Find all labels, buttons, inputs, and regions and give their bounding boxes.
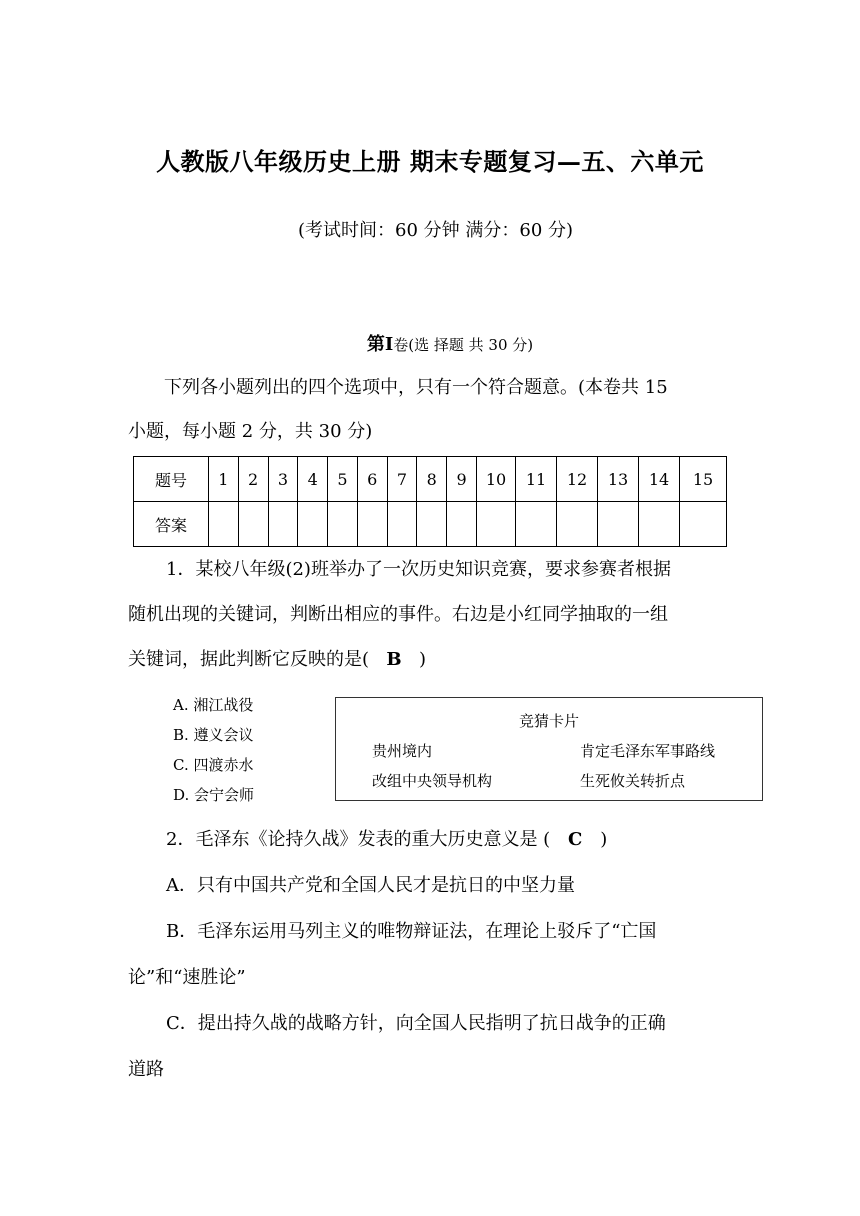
quiz-card-keyword: 改组中央领导机构	[372, 772, 493, 790]
q2-option-c-line-2: 道路	[128, 1059, 164, 1080]
q2-option-a: A．只有中国共产党和全国人民才是抗日的中坚力量	[166, 875, 575, 896]
q1-option-a: A. 湘江战役	[173, 696, 254, 714]
q1-option-b: B. 遵义会议	[173, 726, 254, 744]
q1-stem-text: 关键词，据此判断它反映的是(	[128, 649, 370, 670]
answer-cell[interactable]	[238, 502, 268, 547]
question-number-cell: 4	[298, 457, 328, 502]
q1-option-d: D. 会宁会师	[173, 786, 255, 804]
answer-cell[interactable]	[328, 502, 358, 547]
q1-stem-line-2: 随机出现的关键词，判断出相应的事件。右边是小红同学抽取的一组	[128, 604, 668, 625]
quiz-card-keyword: 贵州境内	[372, 742, 433, 760]
q1-close-paren: )	[419, 649, 427, 670]
answer-cell[interactable]	[477, 502, 516, 547]
answer-cell[interactable]	[298, 502, 328, 547]
answer-table	[133, 456, 727, 547]
quiz-card-keyword: 生死攸关转折点	[580, 772, 686, 790]
answer-cell[interactable]	[598, 502, 639, 547]
question-number-cell: 1	[209, 457, 239, 502]
question-number-cell: 7	[387, 457, 417, 502]
question-number-cell: 10	[477, 457, 516, 502]
question-number-cell: 11	[516, 457, 557, 502]
answer-cell[interactable]	[680, 502, 727, 547]
q2-option-c-line-1: C．提出持久战的战略方针，向全国人民指明了抗日战争的正确	[166, 1013, 666, 1034]
instruction-line-1: 下列各小题列出的四个选项中，只有一个符合题意。(本卷共 15	[164, 377, 668, 398]
answer-cell[interactable]	[417, 502, 447, 547]
answer-table-header-row	[134, 457, 727, 502]
answer-table-number-label: 题号	[134, 457, 209, 502]
quiz-card	[335, 697, 763, 801]
answer-cell[interactable]	[516, 502, 557, 547]
question-number-cell: 8	[417, 457, 447, 502]
q1-answer: B	[386, 649, 402, 670]
q1-options	[173, 690, 254, 810]
answer-cell[interactable]	[557, 502, 598, 547]
section-heading-main: 第Ⅰ	[366, 334, 394, 355]
answer-cell[interactable]	[357, 502, 387, 547]
section-heading-detail: 卷(选 择题 共 30 分)	[393, 336, 534, 354]
answer-cell[interactable]	[639, 502, 680, 547]
answer-cell[interactable]	[387, 502, 417, 547]
question-number-cell: 2	[238, 457, 268, 502]
q2-answer: C	[568, 829, 583, 850]
q2-option-b-line-1: B．毛泽东运用马列主义的唯物辩证法，在理论上驳斥了“亡国	[166, 921, 657, 942]
question-number-cell: 12	[557, 457, 598, 502]
question-number-cell: 14	[639, 457, 680, 502]
instruction-line-2: 小题，每小题 2 分，共 30 分)	[128, 421, 373, 442]
question-number-cell: 5	[328, 457, 358, 502]
quiz-card-title: 竞猜卡片	[518, 712, 579, 730]
answer-table-answer-label: 答案	[134, 502, 209, 547]
answer-cell[interactable]	[209, 502, 239, 547]
q2-close-paren: )	[600, 829, 608, 850]
question-number-cell: 9	[447, 457, 477, 502]
q2-stem-text: 2．毛泽东《论持久战》发表的重大历史意义是 (	[166, 829, 551, 850]
question-number-cell: 15	[680, 457, 727, 502]
q1-stem-line-1: 1．某校八年级(2)班举办了一次历史知识竞赛，要求参赛者根据	[166, 559, 671, 580]
q2-stem	[166, 818, 607, 862]
answer-cell[interactable]	[447, 502, 477, 547]
question-number-cell: 3	[268, 457, 298, 502]
question-number-cell: 6	[357, 457, 387, 502]
q2-option-b-line-2: 论”和“速胜论”	[128, 967, 246, 988]
quiz-card-keyword: 肯定毛泽东军事路线	[580, 742, 716, 760]
answer-cell[interactable]	[268, 502, 298, 547]
answer-table-answer-row	[134, 502, 727, 547]
q1-option-c: C. 四渡赤水	[173, 756, 254, 774]
page-title: 人教版八年级历史上册 期末专题复习—五、六单元	[156, 147, 704, 176]
section-heading	[0, 330, 860, 356]
exam-info: (考试时间：60 分钟 满分：60 分)	[298, 220, 574, 241]
q1-stem-line-3	[128, 638, 426, 682]
question-number-cell: 13	[598, 457, 639, 502]
